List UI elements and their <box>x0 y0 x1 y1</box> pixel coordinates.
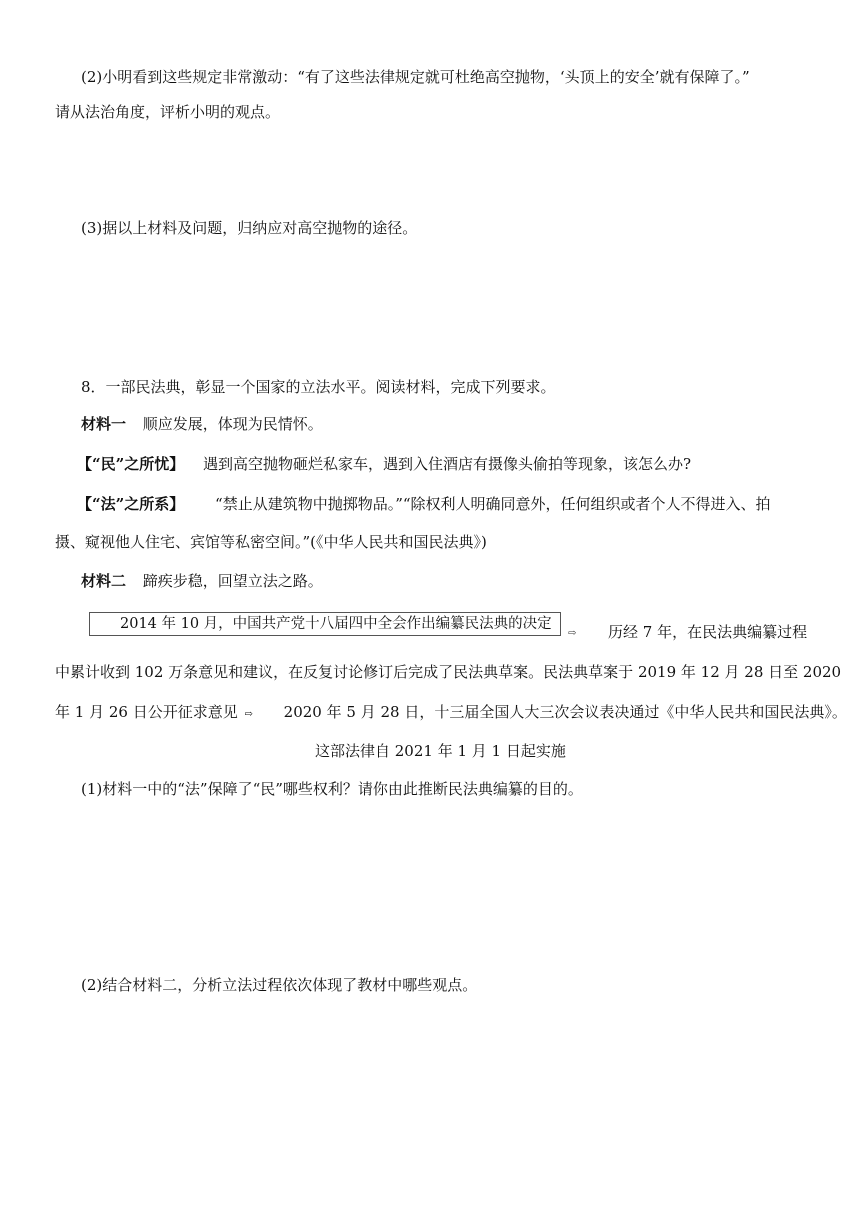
timeline-seg-2c-row <box>55 702 847 722</box>
fa-response-line-1 <box>77 494 771 514</box>
arrow-right-icon: ⇨ <box>244 709 253 720</box>
min-concern <box>77 454 691 474</box>
timeline-seg-2b: 中累计收到 102 万条意见和建议，在反复讨论修订后完成了民法典草案。民法典草案于 2019 年 12 月 28 日至 2020 <box>55 663 842 681</box>
timeline-seg-3: 2020 年 5 月 28 日，十三届全国人大三次会议表决通过《中华人民共和国民法典》。 <box>283 703 847 721</box>
fa-response-text-1: “禁止从建筑物中抛掷物品。”“除权利人明确同意外，任何组织或者个人不得进入、拍 <box>215 495 771 513</box>
q8-sub-question-2: (2)结合材料二，分析立法过程依次体现了教材中哪些观点。 <box>81 976 478 994</box>
min-concern-label: 【“民”之所忧】 <box>77 455 185 473</box>
timeline-box-2014: 2014 年 10 月，中国共产党十八届四中全会作出编纂民法典的决定 <box>89 612 561 636</box>
q7-3-line-1: (3)据以上材料及问题，归纳应对高空抛物的途径。 <box>81 219 418 237</box>
material-1 <box>81 414 323 434</box>
fa-response-line-2: 摄、窥视他人住宅、宾馆等私密空间。”(《中华人民共和国民法典》) <box>55 533 487 551</box>
fa-response-label: 【“法”之所系】 <box>77 495 185 513</box>
material-2-label: 材料二 <box>81 572 127 590</box>
timeline-seg-2c: 年 1 月 26 日公开征求意见 <box>55 703 238 721</box>
arrow-right-icon: ⇨ <box>568 628 577 639</box>
material-1-text: 顺应发展，体现为民情怀。 <box>142 415 323 433</box>
q7-2-line-2: 请从法治角度，评析小明的观点。 <box>55 103 281 121</box>
min-concern-text: 遇到高空抛物砸烂私家车，遇到入住酒店有摄像头偷拍等现象，该怎么办? <box>203 455 692 473</box>
q7-2-line-1: (2)小明看到这些规定非常激动：“有了这些法律规定就可杜绝高空抛物，‘头顶上的安全’就有保障了。” <box>81 68 750 86</box>
q8-stem: 8．一部民法典，彰显一个国家的立法水平。阅读材料，完成下列要求。 <box>81 378 556 396</box>
material-1-label: 材料一 <box>81 415 127 433</box>
timeline-seg-2a: 历经 7 年，在民法典编纂过程 <box>608 623 808 641</box>
q8-sub-question-1: (1)材料一中的“法”保障了“民”哪些权利？请你由此推断民法典编纂的目的。 <box>81 780 583 798</box>
material-2-text: 蹄疾步稳，回望立法之路。 <box>142 572 323 590</box>
material-2 <box>81 571 323 591</box>
timeline-seg-4: 这部法律自 2021 年 1 月 1 日起实施 <box>315 742 566 760</box>
